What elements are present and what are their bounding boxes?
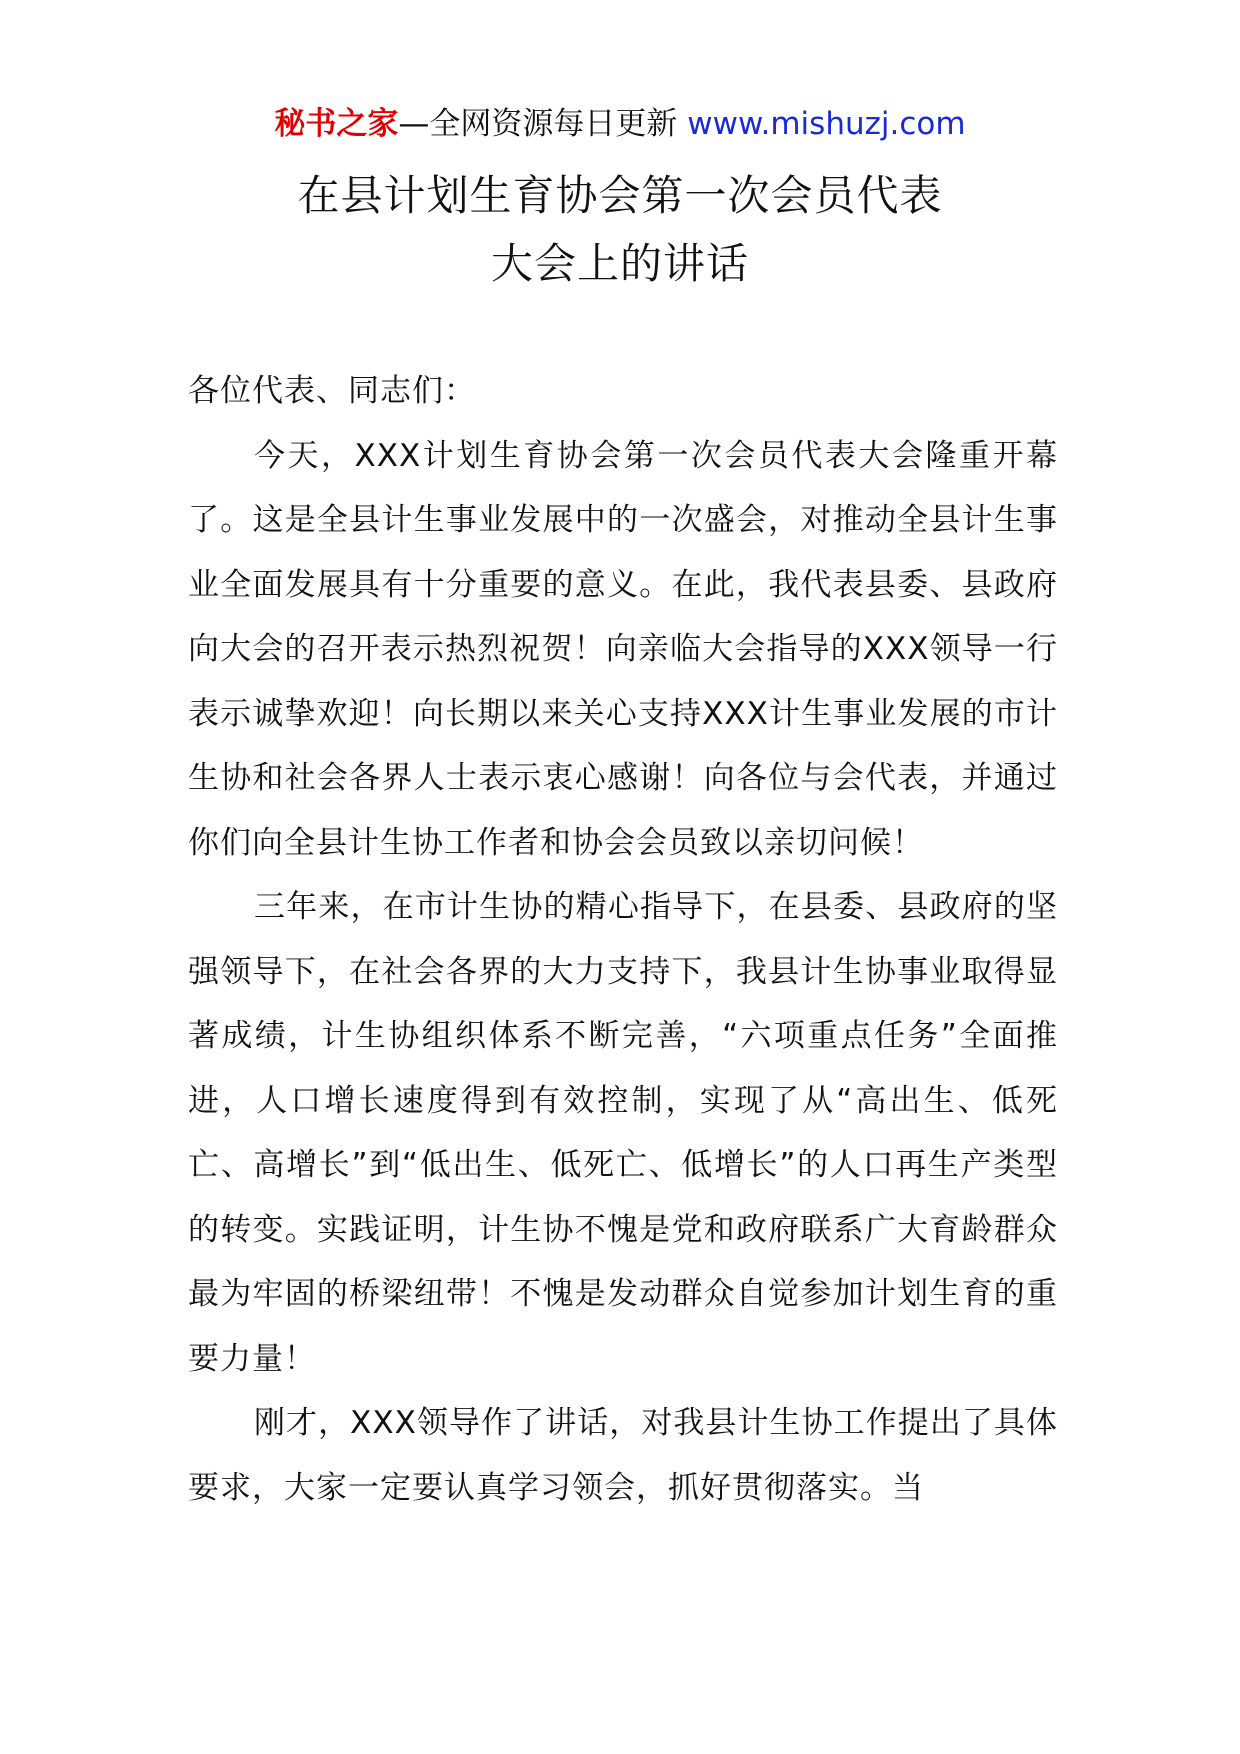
document-title — [0, 162, 1240, 298]
title-line-2: 大会上的讲话 — [490, 239, 749, 288]
site-tagline: —全网资源每日更新 — [398, 106, 678, 142]
site-url-link[interactable]: www.mishuzj.com — [687, 106, 966, 142]
title-line-1: 在县计划生育协会第一次会员代表 — [297, 171, 943, 220]
salutation: 各位代表、同志们： — [188, 373, 476, 409]
paragraph-1: 今天，XXX计划生育协会第一次会员代表大会隆重开幕了。这是全县计生事业发展中的一次盛会，对推动全县计生事业全面发展具有十分重要的意义。在此，我代表县委、县政府向大会的召开表示热烈祝贺！向亲临大会指导的XXX领导一行表示诚挚欢迎！向长期以来关心支持XXX计生事业发展的市计生协和社会各界人士表示衷心感谢！向各位与会代表，并通过你们向全县计生协工作者和协会会员致以亲切问候！ — [188, 437, 1058, 861]
paragraph-2: 三年来，在市计生协的精心指导下，在县委、县政府的坚强领导下，在社会各界的大力支持下，我县计生协事业取得显著成绩，计生协组织体系不断完善，“六项重点任务”全面推进，人口增长速度得到有效控制，实现了从“高出生、低死亡、高增长”到“低出生、低死亡、低增长”的人口再生产类型的转变。实践证明，计生协不愧是党和政府联系广大育龄群众最为牢固的桥梁纽带！不愧是发动群众自觉参加计划生育的重要力量！ — [188, 889, 1058, 1377]
document-body — [188, 359, 1058, 1520]
site-header — [0, 100, 1240, 148]
site-brand: 秘书之家 — [274, 106, 399, 142]
paragraph-3: 刚才，XXX领导作了讲话，对我县计生协工作提出了具体要求，大家一定要认真学习领会，抓好贯彻落实。当 — [188, 1405, 1058, 1506]
